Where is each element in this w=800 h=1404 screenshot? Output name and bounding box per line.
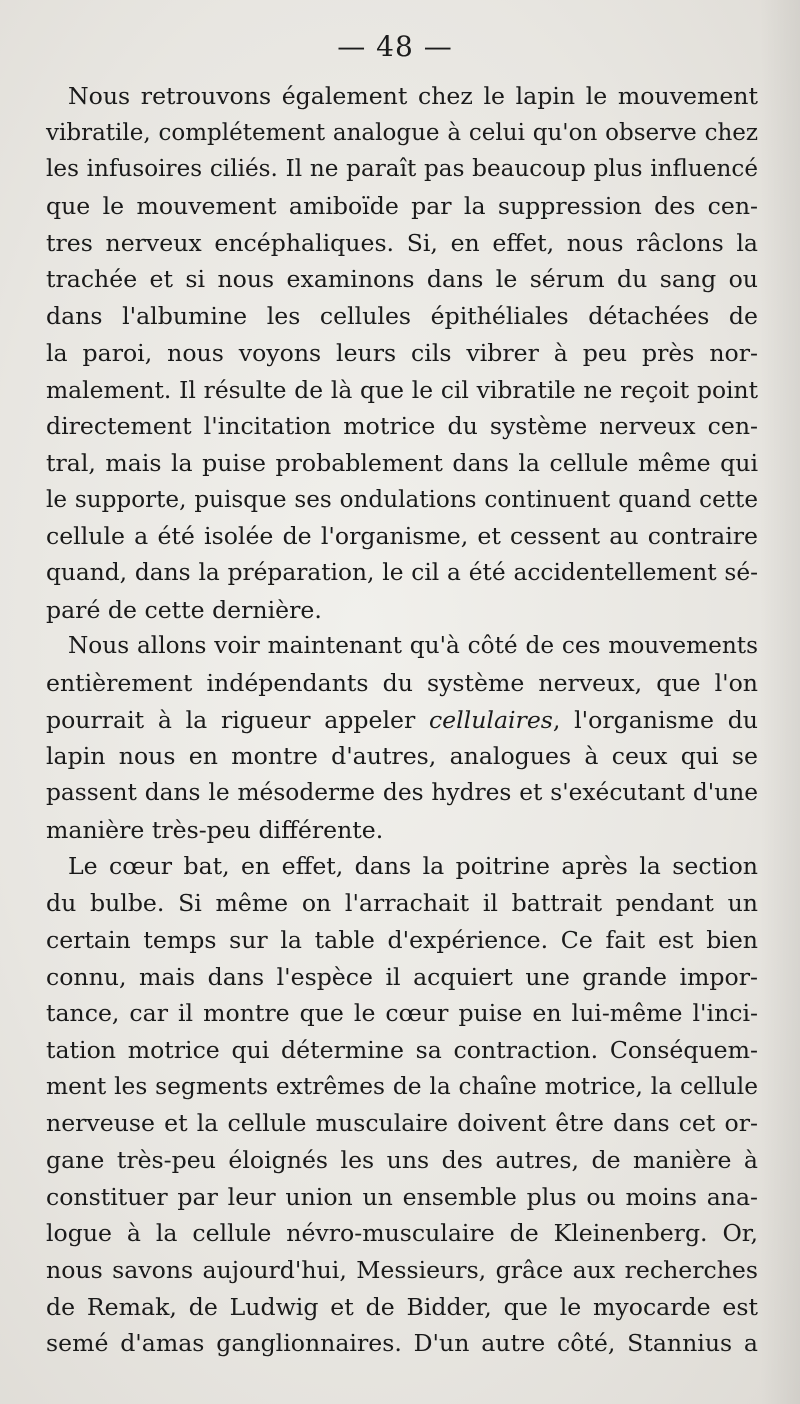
text-line: gane très-peu éloignés les uns des autres, de manière à [46, 1145, 758, 1174]
text-line: constituer par leur union un ensemble plus ou moins ana- [46, 1182, 758, 1211]
text-line: de Remak, de Ludwig et de Bidder, que le myocarde est [46, 1292, 758, 1321]
text-line: malement. Il résulte de là que le cil vibratile ne reçoit point [46, 375, 758, 404]
paragraph-3 [46, 848, 758, 1362]
text-line: quand, dans la préparation, le cil a été accidentellement sé- [46, 558, 758, 586]
page-edge-shadow [760, 0, 800, 1404]
text-line: que le mouvement amiboïde par la suppression des cen- [46, 192, 758, 221]
paragraph-1 [46, 78, 758, 628]
page-number: — 48 — [337, 30, 453, 63]
text-line: manière très-peu différente. [46, 815, 384, 844]
text-line: Le cœur bat, en effet, dans la poitrine après la section [68, 852, 758, 881]
text-segment: pourrait à la rigueur appeler [46, 705, 429, 734]
text-line: tral, mais la puise probablement dans la cellule même qui [46, 448, 758, 477]
text-line: logue à la cellule névro-musculaire de Kleinenberg. Or, [46, 1219, 758, 1248]
text-line: paré de cette dernière. [46, 595, 322, 624]
text-body [46, 78, 758, 1362]
text-line: passent dans le mésoderme des hydres et s'exécutant d'une [46, 779, 758, 807]
text-line: connu, mais dans l'espèce il acquiert une grande impor- [46, 962, 758, 991]
text-line: cellule a été isolée de l'organisme, et cessent au contraire [46, 522, 758, 551]
text-line: du bulbe. Si même on l'arrachait il battrait pendant un [46, 889, 758, 918]
text-line: tres nerveux encéphaliques. Si, en effet, nous râclons la [46, 228, 758, 257]
text-line: tance, car il montre que le cœur puise en lui-même l'inci- [46, 999, 758, 1028]
text-line: dans l'albumine les cellules épithéliales détachées de [46, 302, 758, 331]
text-line: trachée et si nous examinons dans le sérum du sang ou [46, 265, 758, 294]
paragraph-2 [46, 628, 758, 848]
text-line: certain temps sur la table d'expérience. Ce fait est bien [46, 925, 758, 954]
text-line: semé d'amas ganglionnaires. D'un autre côté, Stannius a [46, 1329, 758, 1358]
text-line: la paroi, nous voyons leurs cils vibrer à peu près nor- [46, 338, 758, 367]
text-line: Nous allons voir maintenant qu'à côté de ces mouvements [68, 632, 758, 660]
text-segment: , l'organisme du [552, 705, 758, 734]
text-line: ment les segments extrêmes de la chaîne motrice, la cellule [46, 1072, 758, 1100]
text-line [46, 702, 758, 739]
text-line: lapin nous en montre d'autres, analogues à ceux qui se [46, 742, 758, 771]
text-line: nous savons aujourd'hui, Messieurs, grâce aux recherches [46, 1256, 758, 1284]
italic-term: cellulaires [428, 705, 553, 734]
text-line: nerveuse et la cellule musculaire doivent être dans cet or- [46, 1109, 758, 1138]
text-line: tation motrice qui détermine sa contraction. Conséquem- [46, 1035, 758, 1064]
text-line: Nous retrouvons également chez le lapin le mouvement [68, 82, 758, 110]
text-line: entièrement indépendants du système nerveux, que l'on [46, 669, 758, 697]
text-line: vibratile, complétement analogue à celui qu'on observe chez [46, 119, 758, 146]
text-line: les infusoires ciliés. Il ne paraît pas beaucoup plus influencé [46, 156, 758, 183]
text-line: le supporte, puisque ses ondulations continuent quand cette [46, 486, 758, 513]
text-line: directement l'incitation motrice du système nerveux cen- [46, 412, 758, 441]
